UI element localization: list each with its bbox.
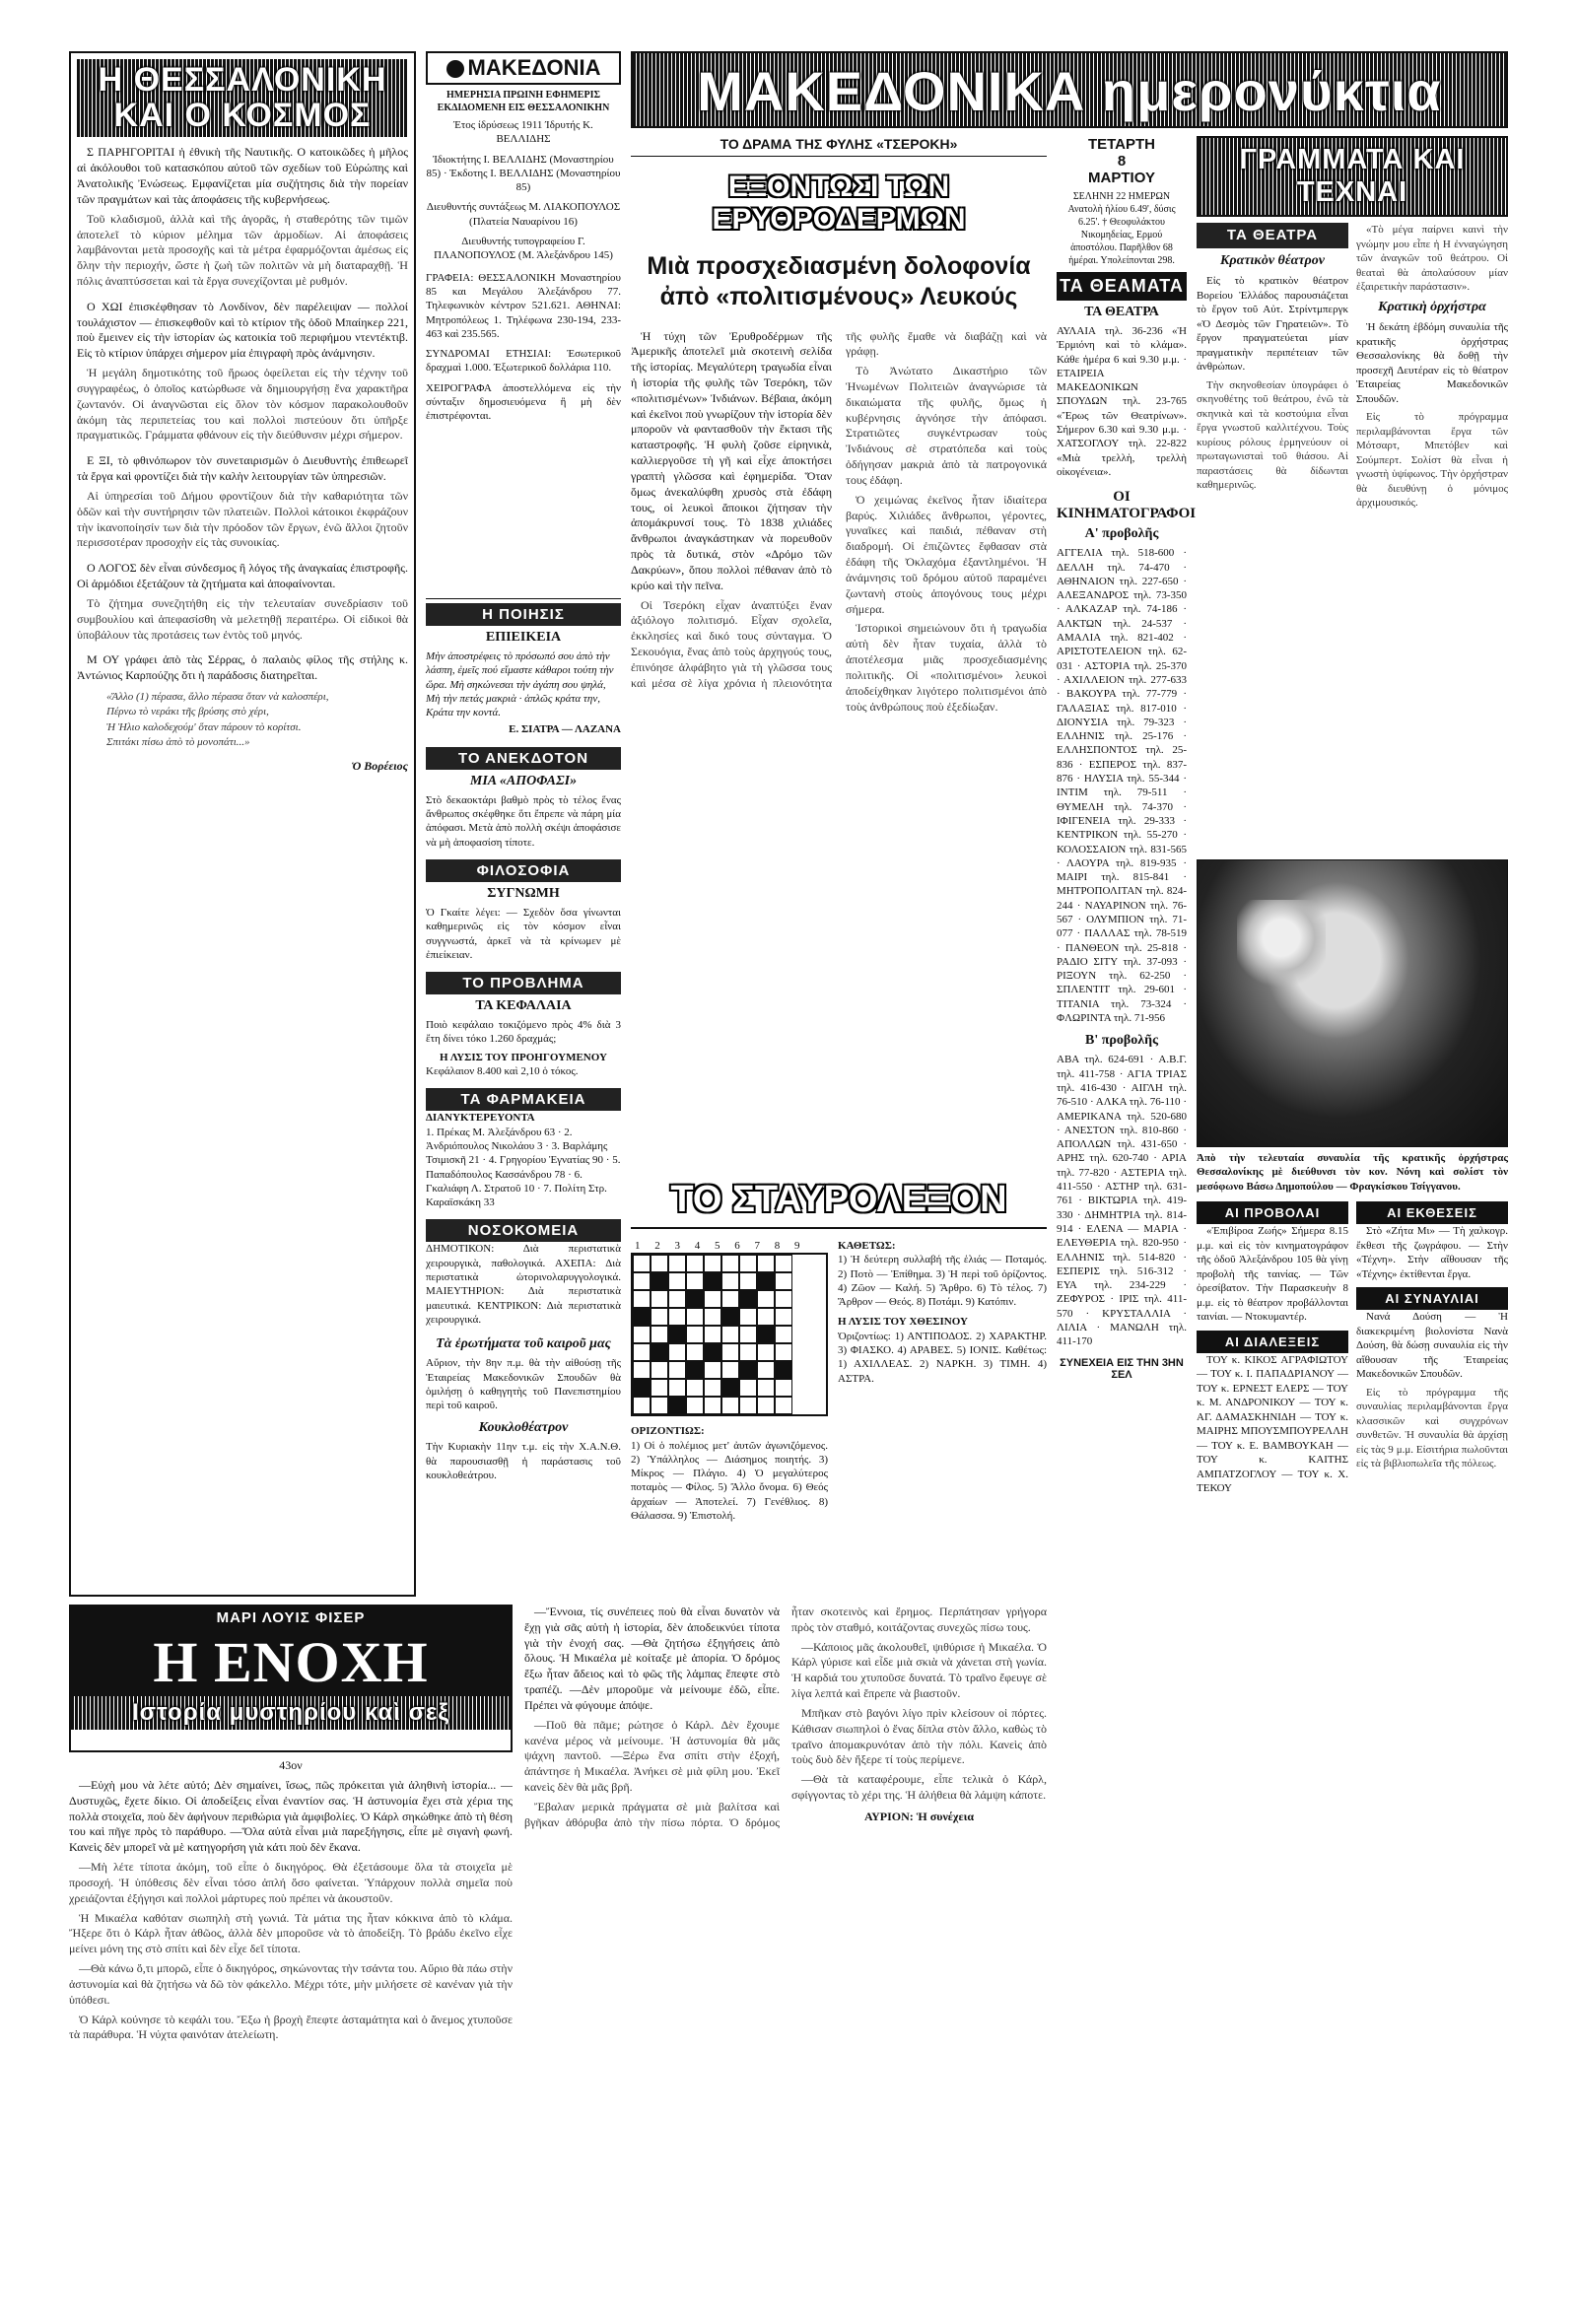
problem-title: ΤΟ ΠΡΟΒΛΗΜΑ bbox=[426, 972, 621, 994]
serial-episode: 43ον bbox=[279, 1758, 303, 1772]
problem-subtitle: ΤΑ ΚΕΦΑΛΑΙΑ bbox=[475, 998, 572, 1014]
date-day: ΤΕΤΑΡΤΗ bbox=[1087, 136, 1156, 153]
article-kicker: ΤΟ ΔΡΑΜΑ ΤΗΣ ΦΥΛΗΣ «ΤΣΕΡΟΚΗ» bbox=[631, 136, 1047, 157]
crossword-solution-title: Η ΛΥΣΙΣ ΤΟΥ ΧΘΕΣΙΝΟΥ bbox=[838, 1316, 968, 1329]
left-poem: «Ἄλλο (1) πέρασα, ἄλλο πέρασα ὅταν νὰ καλοσπέρι, Πέρνω τὸ νεράκι τῆς βρύσης στὸ χέρι, Ἡ Ἡλιο καλοδεχούμ' ὅταν πάρουν τὸ κορίτσι. Σπιτάκι πίσω ἀπὸ τὸ μονοπάτι...» bbox=[106, 691, 329, 749]
serial-section bbox=[69, 1605, 1047, 2285]
weather-title: Τὰ ἐρωτήματα τοῦ καιροῦ μας bbox=[436, 1336, 611, 1352]
serial-filler-3: —Θὰ κάνω ὅ,τι μπορῶ, εἶπε ὁ δικηγόρος, σηκώνοντας τὴν τσάντα του. Αὔριο θὰ πάω στὴν ἀστυνομία καὶ θὰ ζητήσω νὰ δῶ τὸν φάκελλο. Μέχρι τότε, μὴν μιλήσετε σὲ κανέναν γιὰ τὴν ὑπόθεσι. bbox=[69, 1961, 513, 2007]
right-column bbox=[1197, 136, 1508, 1920]
left-paragraph-filler-2: Ἡ μεγάλη δημοτικότης τοῦ ἥρωος ὀφείλεται εἰς τὴν τέχνην τοῦ συγγραφέως, ὁ ὁποῖος κατώρθωσε νὰ δημιουργήσῃ ἕνα χαρακτῆρα ζωντανόν. Οἱ ἀναγνῶσται εἰς ὅλον τὸν κόσμον παρακολουθοῦν ἀκόμη τὰς περιπετείας του καὶ πολλοὶ πιστεύουν ὅτι ὑπῆρξε πραγματικῶς. Γράμματα φθάνουν εἰς τὴν διεύθυνσιν μέχρι σήμερον. bbox=[77, 366, 408, 443]
pharmacies-list: 1. Πρέκας Μ. Ἀλεξάνδρου 63 · 2. Ἀνδριόπουλος Νικολάου 3 · 3. Βαρλάμης Τσιμισκῆ 21 · 4. Γρηγορίου Ἐγνατίας 90 · 5. Παπαδόπουλος Κασσάνδρου 78 · 6. Γκαλιάφη Λ. Στρατοῦ 10 · 7. Πολίτη Στρ. Καραϊσκάκη 33 bbox=[426, 1126, 621, 1209]
arts-filler-4: Εἰς τὸ πρόγραμμα τῆς συναυλίας περιλαμβάνονται ἔργα κλασσικῶν καὶ συγχρόνων συνθετῶν. Ἡ συναυλία θὰ ἀρχίσῃ εἰς τὰς 9 μ.μ. Εἰσιτήρια πωλοῦνται εἰς τὰ βιβλιοπωλεῖα τῆς πόλεως. bbox=[1356, 1386, 1508, 1470]
article-text: Ἡ τύχη τῶν Ἐρυθροδέρμων τῆς Ἀμερικῆς ἀποτελεῖ μιὰ σκοτεινὴ σελίδα τῆς ἱστορίας. Μεγαλύτερη τραγωδία εἶναι ἡ ἱστορία τῆς φυλῆς τῶν Τσερόκη, τῶν «πολιτισμένων» Ἰνδιάνων. Βέβαια, ἀκόμη καὶ ἐκεῖνοι ποὺ γνωρίζουν τὴν ἱστορία δὲν μποροῦν νὰ φαντασθοῦν τὴν ἔκτασι τῆς καταστροφῆς. Ἡ φυλὴ ζοῦσε εἰρηνικὰ, καλλιεργοῦσε τὴ γῆ καὶ εἶχε ἀποκτήσει γραπτὴ γλῶσσα καὶ ἐφημερίδα. Ὅταν ὅμως ἀνεκαλύφθη χρυσὸς στὰ ἐδάφη τους, οἱ λευκοὶ ἄποικοι ζήτησαν τὴν ἀπομάκρυνσί τους. Τὸ 1838 χιλιάδες ἄνθρωποι ἀναγκάστηκαν νὰ πορευθοῦν πρὸς τὰ δυτικά, στὸν «Δρόμο τῶν Δακρύων», ὅπου πολλοὶ πέθαναν ἀπὸ τὸ κρύο καὶ τὴν πεῖνα. bbox=[631, 328, 832, 592]
paper-logo bbox=[426, 51, 621, 85]
provoles-title: ΑΙ ΠΡΟΒΟΛΑΙ bbox=[1197, 1201, 1348, 1224]
serial-filler-7: —Κάποιος μᾶς ἀκολουθεῖ, ψιθύρισε ἡ Μικαέλα. Ὁ Κάρλ γύρισε καὶ εἶδε μιὰ σκιὰ νὰ χάνεται στὴ γωνία. Ἡ καρδιά του χτυποῦσε δυνατά. Τὸ τραῖνο ἔφευγε σὲ λίγα λεπτά καὶ ἔπρεπε νὰ βιαστοῦν. bbox=[791, 1639, 1047, 1701]
arts-theatre-text: Εἰς τὸ κρατικὸν θέατρον Βορείου Ἑλλάδος παρουσιάζεται τὸ ἔργον τοῦ Αὐτ. Στρίντμπεργκ «Ὁ Δεσμὸς τῶν Γηρατειῶν». Τὸ ἔργον πραγματεύεται μίαν πραγματικὴν περιπέτειαν τῶν ἀνθρώπων. bbox=[1197, 275, 1348, 374]
left-paragraph-4: Ο ΛΟΓΟΣ δὲν εἶναι σύνδεσμος ἢ λόγος τῆς ἀναγκαίας ἐπιστροφῆς. Οἱ ἀρμόδιοι ἐξετάζουν τὰ ζητήματα καὶ ἀποφαίνονται. bbox=[77, 561, 408, 591]
article-filler-2: Τὸ Ἀνώτατο Δικαστήριο τῶν Ἡνωμένων Πολιτειῶν ἀναγνώρισε τὰ δικαιώματα τῆς φυλῆς, ὅμως ἡ κυβέρνησις ἀγνόησε τὴν ἀπόφασι. Στρατιῶτες συγκέντρωσαν τοὺς Ἰνδιάνους σὲ στρατόπεδα καὶ τοὺς ὁδήγησαν μακριὰ ἀπὸ τὰ πατρογονικά τους ἐδάφη. bbox=[846, 364, 1047, 487]
crossword-horizontal-wrap bbox=[631, 1424, 828, 1523]
arts-orchestra-title: Κρατικὴ ὀρχήστρα bbox=[1378, 299, 1486, 314]
listings-column bbox=[1057, 272, 1197, 1864]
left-paragraph-filler-1: Τοῦ κλαδισμοῦ, ἀλλὰ καὶ τῆς ἀγορᾶς, ἡ σταθερότης τῶν τιμῶν ἀποτελεῖ τὸ κύριον μέλημα τῶν ἀρμοδίων. Αἱ ἀποφάσεις λαμβάνονται μετὰ προσοχῆς καὶ τὰ μέτρα ἐφαρμόζονται ἀμέσως εἰς ὅλην τὴν περιοχήν, ὥστε ἡ ζωὴ τῶν πολιτῶν νὰ μὴ διαταραχθῇ. Ἡ πόλις ἀναπτύσσεται καὶ τὰ ἔργα συνεχίζονται μὲ ρυθμόν. bbox=[77, 211, 408, 288]
arts-filler-3: Εἰς τὸ πρόγραμμα περιλαμβάνονται ἔργα τῶν Μότσαρτ, Μπετόβεν καὶ Σούμπερτ. Σολίστ θὰ εἶναι ἡ γνωστὴ ὑψίφωνος. Τὴν ὀρχήστραν θὰ διευθύνῃ ὁ μόνιμος ἀρχιμουσικός. bbox=[1356, 411, 1508, 510]
concerts-title: ΑΙ ΣΥΝΑΥΛΙΑΙ bbox=[1356, 1287, 1508, 1310]
serial-filler-6: Ἔβαλαν μερικὰ πράγματα σὲ μιὰ βαλίτσα καὶ βγῆκαν ἀθόρυβα ἀπὸ τὴν πίσω πόρτα. Ὁ δρόμος ἦταν σκοτεινὸς καὶ ἔρημος. Περπάτησαν γρήγορα πρὸς τὸν σταθμό, κοιτάζοντας συνεχῶς πίσω τους. bbox=[524, 1605, 1047, 1829]
pharmacies-intro: ΔΙΑΝΥΚΤΕΡΕΥΟΝΤΑ bbox=[426, 1112, 535, 1125]
serial-right-body bbox=[524, 1605, 1047, 2255]
left-paragraph-2: Ο ΧΩΙ ἐπισκέφθησαν τὸ Λονδίνον, δὲν παρέλειψαν — πολλοί τουλάχιστον — ἐπισκεφθοῦν καὶ τὸ κτίριον τῆς ὁδοῦ Μπαίηκερ 221, ποὺ ἔμεινεν εἰς τὴν ἱστορίαν ὡς κατοικία τοῦ περιφήμου ντεντέκτιβ. Εἰς τὸ κτίριον ὑπάρχει σήμερον μία ἐπιγραφὴ πρὸς ἀνάμνησιν. bbox=[77, 299, 408, 361]
article-filler-4: Ἱστορικοὶ σημειώνουν ὅτι ἡ τραγωδία αὐτὴ δὲν ἦταν τυχαία, ἀλλὰ τὸ ἀποτέλεσμα μιᾶς προσχεδιασμένης πολιτικῆς. Οἱ «πολιτισμένοι» λευκοὶ ἀποδείχθηκαν λιγότερο πολιτισμένοι ἀπὸ τοὺς ἀνθρώπους ποὺ ἐξεδίωξαν. bbox=[846, 621, 1047, 714]
left-paragraph-filler-4: Τὸ ζήτημα συνεζητήθη εἰς τὴν τελευταίαν συνεδρίασιν τοῦ συμβουλίου καὶ ἀπεφασίσθη νὰ μελετηθῇ περαιτέρω. Οἱ εἰδικοὶ θὰ ὑποβάλουν τὰς προτάσεις των ἐντὸς τοῦ μηνός. bbox=[77, 595, 408, 642]
listings-second-list: ΑΒΑ τηλ. 624-691 · Α.Β.Γ. τηλ. 411-758 · ΑΓΙΑ ΤΡΙΑΣ τηλ. 416-430 · ΑΙΓΛΗ τηλ. 76-510 · ΑΛΚΑ τηλ. 76-110 · ΑΜΕΡΙΚΑΝΑ τηλ. 520-680 · ΑΝΕΣΤΟΝ τηλ. 810-860 · ΑΠΟΛΛΩΝ τηλ. 431-650 · ΑΡΗΣ τηλ. 620-740 · ΑΡΙΑ τηλ. 77-820 · ΑΣΤΕΡΙΑ τηλ. 411-550 · ΑΣΤΗΡ τηλ. 631-761 · ΒΙΚΤΩΡΙΑ τηλ. 419-330 · ΔΗΜΗΤΡΙΑ τηλ. 814-914 · ΕΛΕΝΑ — ΜΑΡΙΑ · ΕΛΕΥΘΕΡΙΑ τηλ. 820-950 · ΕΛΛΗΝΙΣ τηλ. 514-820 · ΕΣΠΕΡΙΣ τηλ. 516-312 · ΕΥΑ τηλ. 234-229 · ΖΕΦΥΡΟΣ · ΙΡΙΣ τηλ. 411-570 · ΚΡΥΣΤΑΛΛΙΑ · ΛΙΛΙΑ · ΜΑΝΩΛΗ τηλ. 411-170 bbox=[1057, 1054, 1187, 1348]
philosophy-title: ΦΙΛΟΣΟΦΙΑ bbox=[426, 859, 621, 882]
serial-filler-9: —Θὰ τὰ καταφέρουμε, εἶπε τελικὰ ὁ Κάρλ, σφίγγοντας τὸ χέρι της. Ἡ ἀλήθεια θὰ λάμψη κάποτε. bbox=[791, 1772, 1047, 1803]
listings-first-run: Α' προβολῆς bbox=[1084, 526, 1159, 542]
serial-filler-5: —Ποῦ θὰ πᾶμε; ρώτησε ὁ Κάρλ. Δὲν ἔχουμε κανένα μέρος νὰ μείνουμε. Ἡ ἀστυνομία θὰ μᾶς ψάχνη παντοῦ. —Ξέρω ἕνα σπίτι στὴν ἐξοχή, ἀπάντησε ἡ Μικαέλα. Ἀνήκει σὲ μιὰ φίλη μου. Ἐκεῖ κανεὶς δὲν θὰ μᾶς βρῆ. bbox=[524, 1717, 780, 1795]
exhibitions-text: Στὸ «Ζήτα Μι» — Τὴ χαλκογρ. ἔκθεσι τῆς ζωγράφου. — Στὴν «Τέχνη». Στὴν αἴθουσαν τῆς «Τέχνης» ἐκτίθενται ἔργα. bbox=[1356, 1225, 1508, 1280]
paper-subscriptions: ΣΥΝΔΡΟΜΑΙ ΕΤΗΣΙΑΙ: Έσωτερικοῦ δραχμαὶ 1.000. Έξωτερικοῦ δολλάρια 110. bbox=[426, 348, 621, 375]
left-paragraph-1: Σ ΠΑΡΗΓΟΡΙΤΑΙ ἡ ἐθνικὴ τῆς Ναυτικῆς. Ο κατοικῶδες ἡ μῆλος αἱ ἀκόλουθοι τοῦ κατασκόπου αὐτοῦ τῶν σχεδίων τοῦ Εὐρώπης καὶ Ἀνατολικῆς Ἐνώσεως. Εμφανίζεται μία συζήτησις διὰ τὴν πορείαν τῶν πραγμάτων καὶ τὰς ἀποφάσεις τῆς κυβερνήσεως. bbox=[77, 145, 408, 206]
poetry-subtitle: ΕΠΙΕΙΚΕΙΑ bbox=[485, 630, 562, 645]
date-box bbox=[1057, 136, 1187, 266]
problem-solution-title: Η ΛΥΣΙΣ ΤΟΥ ΠΡΟΗΓΟΥΜΕΝΟΥ bbox=[440, 1051, 607, 1063]
paper-director: Διευθυντής συντάξεως Μ. ΛΙΑΚΟΠΟΥΛΟΣ (Πλατεία Ναυαρίνου 16) bbox=[426, 201, 621, 228]
article-filler-3: Ὁ χειμώνας ἐκεῖνος ἦταν ἰδιαίτερα βαρύς. Χιλιάδες ἄνθρωποι, γέροντες, γυναῖκες καὶ παιδιά, πέθαναν στὴ διαδρομή. Οἱ ἐπιζῶντες ἔφθασαν στὰ ἐδάφη τῆς Ὀκλαχόμα ἐξαντλημένοι. Ἡ ἀνάμνησις τοῦ δρόμου αὐτοῦ παραμένει ζωντανὴ στοὺς ἀπογόνους τους μέχρι σήμερα. bbox=[846, 492, 1047, 616]
serial-banner bbox=[69, 1605, 513, 1752]
date-details: ΣΕΛΗΝΗ 22 ΗΜΕΡΩΝ Ανατολὴ ἡλίου 6.49', δύσις 6.25'. † Θεοφυλάκτου Νικομηδείας, Ερμού ἀποστόλου. Παρῆλθον 68 ἡμέραι. Υπολείπονται 298. bbox=[1067, 191, 1176, 266]
arts-filler-1: Τὴν σκηνοθεσίαν ὑπογράφει ὁ σκηνοθέτης τοῦ θεάτρου, ἐνῶ τὰ σκηνικὰ καὶ τὰ κοστούμια εἶναι ἔργα γνωστοῦ καλλιτέχνου. Τοὺς κυρίους ρόλους ἑρμηνεύουν οἱ πρωταγωνισταὶ τοῦ θιάσου. Αἱ παραστάσεις θὰ δίδωνται καθημερινῶς. bbox=[1197, 378, 1348, 492]
paper-disclaimer: ΧΕΙΡΟΓΡΑΦΑ ἀποστελλόμενα εἰς τὴν σύνταξιν δημοσιευόμενα ἢ μὴ δὲν ἐπιστρέφονται. bbox=[426, 381, 621, 423]
article-headline: ΕΞΟΝΤΩΣΙ ΤΩΝ ΕΡΥΘΡΟΔΕΡΜΩΝ bbox=[712, 171, 966, 236]
listings-second-run: Β' προβολῆς bbox=[1085, 1033, 1158, 1049]
left-title-line1: Η ΘΕΣΣΑΛΟΝΙΚΗ bbox=[98, 61, 387, 99]
arts-theatre-subtitle: Κρατικὸν θέατρον bbox=[1220, 252, 1325, 268]
article-deck: Μιὰ προσχεδιασμένη δολοφονία ἀπὸ «πολιτισμένους» Λευκούς bbox=[647, 252, 1031, 311]
lectures-text: ΤΟΥ κ. ΚΙΚΟΣ ΑΓΡΑΦΙΩΤΟΥ — ΤΟΥ κ. Ι. ΠΑΠΑΔΡΙΑΝΟΥ — ΤΟΥ κ. ΕΡΝΕΣΤ ΕΛΕΡΣ — ΤΟΥ κ. Μ. ΑΝΔΡΟΝΙΚΟΥ — ΤΟΥ κ. ΑΓ. ΔΑΜΑΣΚΗΝΙΔΗ — ΤΟΥ κ. ΜΑΙΡΗΣ ΜΠΟΥΣΜΠΟΥΡΕΛΛΗ — ΤΟΥ κ. Ε. ΒΑΜΒΟΥΚΑΗ — ΤΟΥ κ. ΚΑΙΤΗΣ ΑΜΠΑΤΖΟΓΛΟΥ — ΤΟΥ κ. Χ. ΤΕΚΟΥ bbox=[1197, 1353, 1348, 1495]
philosophy-text: Ὁ Γκαίτε λέγει: — Σχεδὸν ὅσα γίνωνται καθημερινῶς εἰς τὸν κόσμον εἶναι συγγνωστά, ἀρκεῖ νὰ τὰ κρίνωμεν μὲ ἐπιείκειαν. bbox=[426, 906, 621, 961]
masthead-box bbox=[426, 51, 621, 599]
crossword-solution: Ὁριζοντίως: 1) ΑΝΤΙΠΟΔΟΣ. 2) ΧΑΡΑΚΤΗΡ. 3) ΦΙΑΣΚΟ. 4) ΑΡΑΒΕΣ. 5) ΙΟΝΙΣ. Καθέτως: 1) ΑΧΙΛΛΕΑΣ. 2) ΝΑΡΚΗ. 3) ΤΙΜΗ. 4) ΑΣΤΡΑ. bbox=[838, 1330, 1047, 1385]
puppet-text: Τὴν Κυριακὴν 11ην τ.μ. εἰς τὴν Χ.Α.Ν.Θ. θὰ παρουσιασθῇ ἡ παράστασις τοῦ κουκλοθεάτρου. bbox=[426, 1441, 621, 1481]
left-paragraph-5: Μ ΟΥ γράφει ἀπὸ τὰς Σέρρας, ὁ παλαιὸς φίλος τῆς στήλης κ. Ἀντώνιος Καρπούζης ὅτι ἡ παράδοσις διατηρεῖται. bbox=[77, 652, 408, 683]
serial-filler-8: Μπῆκαν στὸ βαγόνι λίγο πρὶν κλείσουν οἱ πόρτες. Κάθισαν σιωπηλοὶ ὁ ἕνας δίπλα στὸν ἄλλο, καθὼς τὸ τραῖνο ἀπομακρυνόταν ἀπὸ τὴν πόλι. Κανεὶς ἀπὸ τοὺς δυὸ δὲν ἤξερε τί τοὺς περίμενε. bbox=[791, 1705, 1047, 1767]
paper-owners: Ίδιοκτήτης Ι. ΒΕΛΛΙΔΗΣ (Μοναστηρίου 85) · Έκδοτης Ι. ΒΕΛΛΙΔΗΣ (Μοναστηρίου 85) bbox=[426, 153, 621, 194]
listings-first-list: ΑΓΓΕΛΙΑ τηλ. 518-600 · ΔΕΛΛΗ τηλ. 74-470 · ΑΘΗΝΑΙΟΝ τηλ. 227-650 · ΑΛΕΞΑΝΔΡΟΣ τηλ. 73-350 · ΑΛΚΑΖΑΡ τηλ. 74-186 · ΑΛΚΤΩΝ τηλ. 24-537 · ΑΜΑΛΙΑ τηλ. 821-402 · ΑΡΙΣΤΟΤΕΛΕΙΟΝ τηλ. 62-031 · ΑΣΤΟΡΙΑ τηλ. 25-370 · ΑΧΙΛΛΕΙΟΝ τηλ. 277-633 · ΒΑΚΟΥΡΑ τηλ. 77-779 · ΓΑΛΑΞΙΑΣ τηλ. 817-010 · ΔΙΟΝΥΣΙΑ τηλ. 79-323 · ΕΛΛΗΝΙΣ τηλ. 25-176 · ΕΛΛΗΣΠΟΝΤΟΣ τηλ. 25-836 · ΕΣΠΕΡΟΣ τηλ. 837-876 · ΗΛΥΣΙΑ τηλ. 55-344 · ΙΝΤΙΜ τηλ. 79-511 · ΘΥΜΕΛΗ τηλ. 74-370 · ΙΦΙΓΕΝΕΙΑ τηλ. 29-333 · ΚΕΝΤΡΙΚΟΝ τηλ. 55-270 · ΚΟΛΟΣΣΑΙΟΝ τηλ. 831-565 · ΛΑΟΥΡΑ τηλ. 819-935 · ΜΑΙΡΙ τηλ. 815-841 · ΜΗΤΡΟΠΟΛΙΤΑΝ τηλ. 824-244 · ΝΑΥΑΡΙΝΟΝ τηλ. 76-567 · ΟΛΥΜΠΙΟΝ τηλ. 71-077 · ΠΑΛΛΑΣ τηλ. 78-519 · ΠΑΝΘΕΟΝ τηλ. 25-818 · ΡΑΔΙΟ ΣΙΤΥ τηλ. 37-093 · ΡΙΞΟΥΝ τηλ. 62-250 · ΣΠΛΕΝΤΙΤ τηλ. 29-601 · ΤΙΤΑΝΙΑ τηλ. 73-324 · ΦΛΩΡΙΝΤΑ τηλ. 71-956 bbox=[1057, 547, 1187, 1025]
listings-theatres-title: ΤΑ ΘΕΑΤΡΑ bbox=[1084, 305, 1159, 319]
hospitals-text: ΔΗΜΟΤΙΚΟΝ: Διὰ περιστατικὰ χειρουργικὰ, παθολογικά. ΑΧΕΠΑ: Διὰ περιστατικὰ ὠτορινολαρυγγολογικά. ΜΑΙΕΥΤΗΡΙΟΝ: Διὰ περιστατικὰ μαιευτικά. ΚΕΝΤΡΙΚΟΝ: Διὰ περιστατικὰ χειρουργικά. bbox=[426, 1243, 621, 1326]
concert-photo bbox=[1197, 859, 1508, 1147]
left-paragraph-3: Ε ΞΙ, τὸ φθινόπωρον τὸν συνεταιρισμῶν ὁ Διευθυντὴς ἐπιθεωρεῖ τὰ ἔργα καὶ φροντίζει διὰ τὴν καλὴν λειτουργίαν τῶν ὑπηρεσιῶν. bbox=[77, 453, 408, 484]
puppet-title: Κουκλοθέατρον bbox=[478, 1420, 569, 1436]
anecdote-subtitle: ΜΙΑ «ΑΠΟΦΑΣΙ» bbox=[469, 773, 578, 788]
exhibitions-title: ΑΙ ΕΚΘΕΣΕΙΣ bbox=[1356, 1201, 1508, 1224]
lectures-title: ΑΙ ΔΙΑΛΕΞΕΙΣ bbox=[1197, 1331, 1348, 1353]
date-number: 8 bbox=[1117, 153, 1127, 170]
problem-solution: Κεφάλαιον 8.400 καὶ 2,10 ὁ τόκος. bbox=[426, 1065, 579, 1078]
photo-figure-icon bbox=[1237, 900, 1326, 1008]
middle-column bbox=[426, 603, 621, 1589]
crossword-vertical-wrap bbox=[838, 1239, 1047, 1416]
paper-name: ΜΑΚΕΔΟΝΙΑ bbox=[467, 55, 601, 80]
crossword-horizontal: 1) Οἱ ὁ πολέμιος μετ' ἀυτῶν ἀγωνιζόμενος. 2) Ὑπάλληλος — Διάσημος ποιητής. 3) Μίκρος — Πλάγιο. 4) Ὁ μεγαλύτερος ποταμὸς — Φίλος. 5) Ἄλλο ὄνομα. 6) Θεός ἀρχαίων — Ἀποτελεί. 7) Γενέθλιος. 8) Θάλασσα. 9) Ἐπιστολή. bbox=[631, 1439, 828, 1523]
poetry-text: Μὴν ἀποστρέφεις τὸ πρόσωπό σου ἀπὸ τὴν λάσπη, ἐμεῖς πού εἴμαστε κάθαροι τούτη τὴν ὥρα. Μὴ σηκώνεσαι τὴν ἀγάπη σου ψηλά, Μὴ τὴν πετάς μακριὰ · ἁπλῶς κράτα την, Κράτα την κοντά. bbox=[426, 650, 614, 719]
serial-filler-4: Ὁ Κάρλ κούνησε τὸ κεφάλι του. Ἔξω ἡ βροχὴ ἔπεφτε ἀσταμάτητα καὶ ὁ ἄνεμος χτυποῦσε τὰ παράθυρα. Ἡ νύχτα φαινόταν ἀτελείωτη. bbox=[69, 2012, 513, 2042]
hospitals-title: ΝΟΣΟΚΟΜΕΙΑ bbox=[426, 1219, 621, 1242]
left-column-title bbox=[77, 59, 408, 137]
provoles-text: «Ἐπιβίροα Ζωής» Σήμερα 8.15 μ.μ. καὶ εἰς τὸν κινηματογράφον τῆς ὁδοῦ Ἀλεξάνδρου 105 θὰ γίνῃ προβολὴ τῆς ταινίας. — Τῶν ὀρεσίβατον. Τὴν Παρασκευὴν 8 μ.μ. εἰς τὸ θέατρον προβάλλονται ταινίαι. — Ντοκυμαντέρ. bbox=[1197, 1225, 1348, 1324]
serial-filler-2: Ἡ Μικαέλα καθόταν σιωπηλὴ στὴ γωνιά. Τὰ μάτια της ἦταν κόκκινα ἀπὸ τὸ κλάμα. Ἤξερε ὅτι ὁ Κάρλ ἦταν ἀθῶος, ἀλλὰ δὲν μποροῦσε νὰ τὸ ἀποδείξη. Τὸ βράδυ ἐκεῖνο εἶχε μείνει μόνη της στὸ σπίτι καὶ δὲν εἶχε δεῖ τίποτα. bbox=[69, 1910, 513, 1956]
crossword-grid-wrap bbox=[631, 1239, 828, 1416]
philosophy-subtitle: ΣΥΓΝΩΜΗ bbox=[487, 885, 560, 901]
left-paragraph-filler-3: Αἱ ὑπηρεσίαι τοῦ Δήμου φροντίζουν διὰ τὴν καθαριότητα τῶν ὁδῶν καὶ τὴν συντήρησιν τῶν πλατειῶν. Πολλοὶ κάτοικοι ἐκφράζουν τὴν ἱκανοποίησίν των διὰ τὴν πρόοδον τῶν ἔργων, ἐνῶ ἄλλοι ζητοῦν περισσοτέραν προσοχὴν εἰς τὰς συνοικίας. bbox=[77, 488, 408, 550]
anecdote-text: Στὸ δεκαοκτάρι βαθμὸ πρὸς τὸ τέλος ἕνας ἄνθρωπος σκέφθηκε ὅτι ἔπρεπε νὰ πάρη μία ἀπόφασι. Μετὰ ἀπὸ πολλὴ σκέψι ἀποφάσισε νὰ μὴ ἀποφασίση τίποτε. bbox=[426, 793, 621, 849]
listings-title: ΤΑ ΘΕΑΜΑΤΑ bbox=[1057, 272, 1187, 301]
logo-emblem-icon bbox=[446, 60, 464, 78]
left-column-body bbox=[77, 145, 408, 1604]
paper-founded: Έτος ίδρύσεως 1911 Ίδρυτής Κ. ΒΕΛΛΙΔΗΣ bbox=[453, 119, 593, 146]
serial-subtitle: Ιστορία μυστηρίου καὶ σεξ bbox=[71, 1696, 511, 1730]
poetry-author: Ε. ΣΙΑΤΡΑ — ΛΑΖΑΝΑ bbox=[509, 723, 621, 736]
serial-author: ΜΑΡΙ ΛΟΥΙΣ ΦΙΣΕΡ bbox=[71, 1606, 511, 1629]
arts-orchestra-text: Ἡ δεκάτη ἑβδόμη συναυλία τῆς κρατικῆς ὀρχήστρας Θεσσαλονίκης θὰ δοθῇ τὴν προσεχῆ Δευτέραν εἰς τὸ θέατρον Ἑταιρείας Μακεδονικῶν Σπουδῶν. bbox=[1356, 321, 1508, 405]
left-signature: Ὁ Βορέειος bbox=[351, 758, 408, 773]
article-body bbox=[631, 329, 1047, 1137]
concerts-text: Νανά Δούση — Ἡ διακεκριμένη βιολονίστα Νανὰ Δούση, θὰ δώσῃ συναυλία εἰς τὴν αἴθουσαν τῆς Ἑταιρείας Μακεδονικῶν Σπουδῶν. bbox=[1356, 1311, 1508, 1381]
serial-text-right: —Ἔννοια, τίς συνέπειες ποὺ θὰ εἶναι δυνατὸν νὰ ἔχῃ γιὰ σᾶς αὐτὴ ἡ ἱστορία, δὲν ἀποδεικνύει τίποτα γιὰ τὴν ἐνοχή σας. —Θὰ ζητήσω ἐξηγήσεις ἀπὸ ὅλους. Ἡ Μικαέλα μὲ κοίταξε μὲ ἀπορία. Ὁ δρόμος ἔξω ἦταν ἄδειος καὶ τὸ φῶς τῆς λάμπας ἔπεφτε στὸ τραπέζι. —Δὲν μποροῦμε νὰ μείνουμε ἐδῶ, εἶπε. Πρέπει νὰ φύγουμε ἀπόψε. bbox=[524, 1605, 780, 1712]
crossword-grid[interactable] bbox=[631, 1253, 828, 1416]
paper-offices: ΓΡΑΦΕΙΑ: ΘΕΣΣΑΛΟΝΙΚΗ Μοναστηρίου 85 και Μεγάλου Άλεξάνδρου 77. Τηλεφωνικὸν κέντρον 521.621. ΑΘΗΝΑΙ: Μητροπόλεως 1. Τηλέφωνα 230-194, 233-463 καὶ 235.565. bbox=[426, 271, 621, 340]
main-article bbox=[631, 136, 1047, 1171]
pharmacies-title: ΤΑ ΦΑΡΜΑΚΕΙΑ bbox=[426, 1088, 621, 1111]
paper-subtitle: ΗΜΕΡΗΣΙΑ ΠΡΩΙΝΗ ΕΦΗΜΕΡΙΣ ΕΚΔΙΔΟΜΕΝΗ ΕΙΣ ΘΕΣΣΑΛΟΝΙΚΗΝ bbox=[437, 90, 610, 113]
article-filler-1: Οἱ Τσερόκη εἶχαν ἀναπτύξει ἕναν ἀξιόλογο πολιτισμό. Εἶχαν σχολεῖα, ἐκκλησίες καὶ δικό τους σύνταγμα. Ὁ Σεκουόγια, ἕνας ἀπὸ τοὺς ἀρχηγούς τους, ἐπινόησε ἀλφάβητο γιὰ τὴ γλῶσσα τους καὶ μέσα σὲ λίγα χρόνια ἡ πλειονότητα τῆς φυλῆς ἔμαθε νὰ διαβάζῃ καὶ νὰ γράφῃ. bbox=[631, 328, 1047, 690]
crossword-title: ΤΟ ΣΤΑΥΡΟΛΕΞΟΝ bbox=[631, 1179, 1047, 1229]
poetry-title: Η ΠΟΙΗΣΙΣ bbox=[426, 603, 621, 626]
paper-print-director: Διευθυντής τυπογραφείου Γ. ΠΛΑΝΟΠΟΥΛΟΣ (Μ. Άλεξάνδρου 145) bbox=[434, 236, 613, 262]
left-title-line2: ΚΑΙ Ο ΚΟΣΜΟΣ bbox=[113, 96, 372, 134]
crossword-horizontal-title: ΟΡΙΖΟΝΤΙΩΣ: bbox=[631, 1425, 705, 1438]
crossword-vertical-title: ΚΑΘΕΤΩΣ: bbox=[838, 1240, 896, 1252]
serial-filler-1: —Μὴ λέτε τίποτα ἀκόμη, τοῦ εἶπε ὁ δικηγόρος. Θὰ ἐξετάσουμε ὅλα τὰ στοιχεῖα μὲ προσοχή. Ἡ ὑπόθεσις δὲν εἶναι τόσο ἁπλή ὅσο φαίνεται. Ὑπάρχουν πολλὰ σημεῖα ποὺ χρειάζονται ἐξήγησι καὶ πολλοὶ μάρτυρες ποὺ πρέπει νὰ ἀκουστοῦν. bbox=[69, 1860, 513, 1905]
listings-continued: ΣΥΝΕΧΕΙΑ ΕΙΣ ΤΗΝ 3ΗΝ ΣΕΛ bbox=[1060, 1356, 1184, 1381]
weather-text: Αὔριον, τὴν 8ην π.μ. θὰ τὴν αἰθούσῃ τῆς Ἑταιρείας Μακεδονικῶν Σπουδῶν θὰ ὁμιλήσῃ ὁ καθηγητὴς τοῦ Πανεπιστημίου περὶ τοῦ καιροῦ. bbox=[426, 1357, 621, 1412]
serial-text-left: —Εὐχὴ μου νὰ λέτε αὐτό; Δὲν σημαίνει, ἴσως, πῶς πρόκειται γιὰ ἀληθινὴ ἱστορία... —Δυστυχῶς, ἔχετε δίκιο. Οἱ ἀποδείξεις εἶναι ἐναντίον σας. Ἡ ἀστυνομία ἔχει στὰ χέρια της πολλὰ στοιχεῖα, ποὺ δὲν ἀφήνουν περιθώρια γιὰ ἀμφιβολίες. Ὁ Κάρλ σηκώθηκε ἀπὸ τὴ θέση του καὶ πῆγε πρὸς τὸ παράθυρο. —Ὅλα αὐτὰ εἶναι μιὰ παρεξήγησις, εἶπε μὲ σιγανὴ φωνή. Κανεὶς δὲν μπορεῖ νὰ μὲ κατηγορήση γιὰ κάτι ποὺ δὲν ἔκανα. bbox=[69, 1778, 513, 1855]
serial-left-body bbox=[69, 1778, 513, 2271]
anecdote-title: ΤΟ ΑΝΕΚΔΟΤΟΝ bbox=[426, 747, 621, 770]
arts-lower-body bbox=[1197, 1201, 1508, 1960]
problem-text: Ποιὸ κεφάλαιο τοκιζόμενο πρὸς 4% διὰ 3 ἔτη δίνει τόκο 1.260 δραχμάς; bbox=[426, 1019, 621, 1046]
photo-caption: Ἀπὸ τὴν τελευταία συναυλία τῆς κρατικῆς ὀρχήστρας Θεσσαλονίκης μὲ διεύθυνσι τὸν κον. Νόνη καὶ σολίστ τὸν μεσόφωνο Βάσω Δημοπούλου — Φραγκίσκου Τσίγγανου. bbox=[1197, 1152, 1508, 1193]
crossword-vertical: 1) Ἡ δεύτερη συλλαβή τῆς ἑλιάς — Ποταμός. 2) Ποτὸ — Ἐπίθημα. 3) Ἡ περὶ τοῦ ὀρίζοντος. 4) Ζῶον — Καλή. 5) Ἄρθρο. 6) Τὸ τέλος. 7) Ἄρθρον — Θεός. 8) Ποτάμι. 9) Κατόπιν. bbox=[838, 1254, 1047, 1309]
arts-body bbox=[1197, 223, 1508, 854]
arts-title: ΓΡΑΜΜΑΤΑ ΚΑΙ ΤΕΧΝΑΙ bbox=[1197, 136, 1508, 217]
crossword-numbers: 1 2 3 4 5 6 7 8 9 bbox=[635, 1240, 806, 1252]
arts-filler-2: «Τὸ μέγα παίρνει καινὶ τὴν γνώμην μου εἶπε ἡ Η ἐνναγώγηση τῶν ἀναγκῶν τοῦ θεάτρου. Οἱ θεαταὶ θὰ ἀπολαύσουν μίαν ἐξαιρετικὴν παράστασιν». bbox=[1356, 224, 1508, 294]
serial-title: Η ΕΝΟΧΗ bbox=[71, 1629, 511, 1696]
listings-theatres: ΑΥΛΑΙΑ τηλ. 36-236 «Ἡ Ἐρμιόνη καὶ τὸ κλάμα». Κάθε ἡμέρα 6 καὶ 9.30 μ.μ. · ΕΤΑΙΡΕΙΑ ΜΑΚΕΔΟΝΙΚΩΝ ΣΠΟΥΔΩΝ τηλ. 23-765 «Ἔρως τῶν Θεατρίνων». Σήμερον 6.30 καὶ 9.30 μ.μ. · ΧΑΤΣΟΓΛΟΥ τηλ. 22-822 «Μιὰ τρελλὴ, τρελλὴ οἰκογένεια». bbox=[1057, 325, 1187, 478]
masthead-banner bbox=[631, 51, 1508, 128]
left-column bbox=[69, 51, 416, 1597]
listings-cinemas-title: ΟΙ ΚΙΝΗΜΑΤΟΓΡΑΦΟΙ bbox=[1057, 489, 1197, 522]
masthead-banner-text: ΜΑΚΕΔΟΝΙΚΑ ημερονύκτια bbox=[697, 60, 1442, 122]
serial-tomorrow: ΑΥΡΙΟΝ: Ἡ συνέχεια bbox=[863, 1809, 975, 1823]
arts-theatre-title: ΤΑ ΘΕΑΤΡΑ bbox=[1197, 223, 1348, 248]
date-month: ΜΑΡΤΙΟΥ bbox=[1088, 170, 1155, 186]
